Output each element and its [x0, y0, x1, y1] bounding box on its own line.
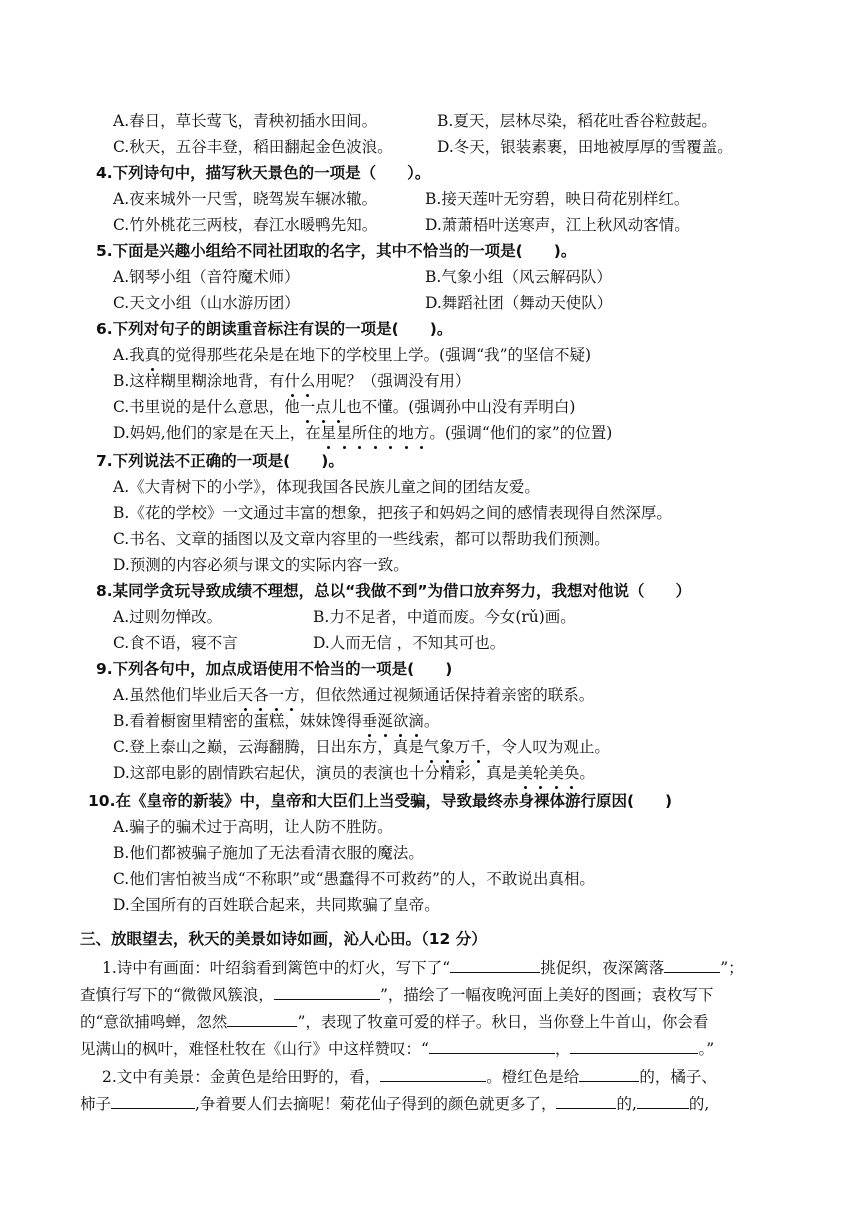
q10-option-b: B.他们都被骗子施加了无法看清衣服的魔法。	[113, 844, 424, 862]
q6-option-b	[113, 370, 470, 392]
answer-blank[interactable]	[227, 1010, 297, 1027]
p1-l3-text-a: 的“意欲捕鸣蝉，忽然	[80, 1013, 228, 1031]
emphasis-char: 真	[144, 346, 161, 364]
p2-l1-text-a: 2.文中有美景：金黄色是给田野的，看，	[102, 1068, 381, 1086]
section3-p1-line3	[80, 1010, 708, 1033]
p1-l1-text-b: 挑促织，夜深篱落	[540, 959, 665, 977]
q9-b-idiom	[362, 712, 424, 730]
emphasis-char: 什	[284, 372, 300, 390]
q8-option-a: A.过则勿惮改。	[113, 608, 223, 626]
emphasis-char: 点	[315, 398, 331, 416]
emphasis-char: 么	[299, 372, 316, 390]
answer-blank[interactable]	[664, 956, 720, 973]
section3-p1-line2	[80, 983, 713, 1006]
q10-option-a: A.骗子的骗术过于高明，让人防不胜防。	[113, 818, 393, 836]
emphasis-char: 天	[237, 686, 254, 704]
q5-option-c: C.天文小组（山水游历团）	[113, 294, 300, 312]
q4-stem: 4.下列诗句中，描写秋天景色的一项是（ ）。	[96, 164, 431, 182]
q3-option-d: D.冬天，银装素裹，田地被厚厚的雪覆盖。	[437, 138, 733, 156]
q4-option-d: D.萧萧梧叶送寒声，江上秋风动客情。	[425, 216, 690, 234]
p1-l1-text-a: 1.诗中有画面：叶绍翁看到篱笆中的灯火，写下了“	[102, 959, 451, 977]
q9-d-text-rest: 。	[579, 764, 595, 782]
q9-a-text: A.虽然他们毕业后	[113, 686, 238, 704]
emphasis-char: 象	[439, 738, 455, 756]
q4-option-a: A.夜来城外一尺雪，晓驾炭车辗冰辙。	[113, 190, 378, 208]
answer-blank[interactable]	[380, 1065, 486, 1082]
q7-option-c: C.书名、文章的插图以及文章内容里的一些线索，都可以帮助我们预测。	[113, 530, 610, 548]
q3-option-b: B.夏天，层林尽染，稻花吐香谷粒鼓起。	[437, 112, 717, 130]
answer-blank[interactable]	[570, 1037, 698, 1054]
answer-blank[interactable]	[111, 1092, 195, 1109]
emphasis-char: 住	[367, 424, 383, 442]
emphasis-char: 垂	[361, 712, 378, 730]
section3-title: 三、放眼望去，秋天的美景如诗如画，沁人心田。（12 分）	[80, 930, 487, 948]
answer-blank[interactable]	[637, 1092, 689, 1109]
answer-blank[interactable]	[274, 983, 380, 1000]
p2-l1-text-b: 。橙红色是给	[486, 1068, 580, 1086]
q6-d-text: D.妈妈,他们的家是在天上，在	[113, 424, 321, 442]
p1-l1-text-c: ”；	[720, 959, 744, 977]
emphasis-char: 轮	[532, 764, 549, 782]
answer-blank[interactable]	[450, 956, 540, 973]
q6-b-text: B.这样糊里糊涂地背，有	[113, 372, 285, 390]
p1-l4-text-b: ，	[554, 1040, 571, 1058]
emphasis-char: 一	[268, 686, 285, 704]
q9-stem: 9.下列各句中，加点成语使用不恰当的一项是( )	[96, 660, 453, 678]
emphasis-char: 各	[253, 686, 269, 704]
q8-option-b: B.力不足者，中道而废。今女(rǔ)画。	[313, 608, 576, 626]
q9-b-text-rest: 。	[423, 712, 440, 730]
section3-p1-line1	[102, 956, 744, 979]
p1-l3-text-b: ”，表现了牧童可爱的样子。秋日，当你登上牛首山，你会看	[297, 1013, 709, 1031]
p2-l2-text-b: ,争着要人们去摘呢！菊花仙子得到的颜色就更多了，	[195, 1095, 557, 1113]
q4-option-b: B.接天莲叶无穷碧，映日荷花别样红。	[425, 190, 690, 208]
q5-option-d: D.舞蹈社团（舞动天使队）	[425, 294, 613, 312]
q3-option-a: A.春日，草长莺飞，青秧初插水田间。	[113, 112, 378, 130]
section3-p1-line4	[80, 1037, 714, 1060]
q6-d-stress	[321, 424, 430, 442]
answer-blank[interactable]	[429, 1037, 555, 1054]
q9-option-a	[113, 684, 594, 706]
q9-b-text: B.看着橱窗里精密的蛋糕，妹妹馋得	[113, 712, 362, 730]
q6-b-stress	[284, 372, 315, 390]
answer-blank[interactable]	[579, 1065, 639, 1082]
emphasis-char: 地	[398, 424, 414, 442]
p1-l4-text-a: 见满山的枫叶，难怪杜牧在《山行》中这样赞叹：“	[80, 1040, 429, 1058]
emphasis-char: 星	[320, 424, 337, 442]
emphasis-char: 的	[382, 424, 399, 442]
q5-option-a: A.钢琴小组（音符魔术师）	[113, 268, 300, 286]
q9-c-idiom	[424, 738, 486, 756]
q6-option-d	[113, 422, 612, 444]
q8-option-c: C.食不语，寝不言	[113, 634, 238, 652]
p2-l2-text-c: 的,	[616, 1095, 637, 1113]
emphasis-char: 美	[548, 764, 564, 782]
p2-l1-text-c: 的，橘子、	[639, 1068, 717, 1086]
q6-c-text: C.书里说的是什么意思，他	[113, 398, 300, 416]
q9-option-b	[113, 710, 439, 732]
q9-c-text: C.登上泰山之巅，云海翻腾，日出东方，真是	[113, 738, 424, 756]
emphasis-char: 美	[517, 764, 533, 782]
answer-blank[interactable]	[556, 1092, 616, 1109]
q9-d-text: D.这部电影的剧情跌宕起伏，演员的表演也十分精彩，真是	[113, 764, 518, 782]
emphasis-char: 方	[284, 686, 300, 704]
q9-c-text-rest: ，令人叹为观止。	[485, 738, 610, 756]
q10-option-d: D.全国所有的百姓联合起来，共同欺骗了皇帝。	[113, 896, 440, 914]
emphasis-char: 星	[336, 424, 352, 442]
q10-stem: 10.在《皇帝的新装》中，皇帝和大臣们上当受骗，导致最终赤身裸体游行原因( )	[88, 792, 673, 810]
q6-a-stress	[145, 346, 161, 364]
emphasis-char: 万	[454, 738, 471, 756]
q7-option-b: B.《花的学校》一文通过丰富的想象，把孩子和妈妈之间的感情表现得自然深厚。	[113, 504, 672, 522]
q9-d-idiom	[517, 764, 579, 782]
q10-option-c: C.他们害怕被当成“不称职”或“愚蠢得不可救药”的人，不敢说出真相。	[113, 870, 595, 888]
q7-option-a: A.《大青树下的小学》，体现我国各民族儿童之间的团结友爱。	[113, 478, 540, 496]
q5-stem: 5.下面是兴趣小组给不同社团取的名字，其中不恰当的一项是( )。	[96, 242, 577, 260]
emphasis-char: 所	[351, 424, 368, 442]
emphasis-char: 滴	[408, 712, 424, 730]
q8-stem: 8.某同学贪玩导致成绩不理想，总以“我做不到”为借口放弃努力，我想对他说（ ）	[96, 582, 692, 600]
q4-option-c: C.竹外桃花三两枝，春江水暖鸭先知。	[113, 216, 378, 234]
p2-l2-text-d: 的,	[688, 1095, 710, 1113]
p2-l2-text-a: 柿子	[80, 1095, 112, 1113]
q9-a-text-rest: ，但依然通过视频通话保持着亲密的联系。	[299, 686, 595, 704]
q6-b-text-rest: 用呢？（强调没有用）	[315, 372, 471, 390]
q6-c-text-rest: 也不懂。(强调孙中山没有弄明白)	[346, 398, 576, 416]
section3-p2-line1	[102, 1065, 717, 1088]
emphasis-char: 一	[299, 398, 316, 416]
p1-l2-text-b: ”，描绘了一幅夜晚河面上美好的图画；袁枚写下	[379, 986, 714, 1004]
emphasis-char: 奂	[563, 764, 580, 782]
emphasis-char: 方	[413, 424, 430, 442]
q7-stem: 7.下列说法不正确的一项是( )。	[96, 452, 344, 470]
emphasis-char: 千	[470, 738, 486, 756]
q9-a-idiom	[238, 686, 300, 704]
q6-a-text: A.我	[113, 346, 145, 364]
emphasis-char: 欲	[392, 712, 409, 730]
q7-option-d: D.预测的内容必须与课文的实际内容一致。	[113, 556, 409, 574]
q6-stem: 6.下列对句子的朗读重音标注有误的一项是( )。	[96, 320, 453, 338]
q6-option-c	[113, 396, 575, 418]
emphasis-char: 涎	[377, 712, 393, 730]
emphasis-char: 儿	[330, 398, 347, 416]
emphasis-char: 气	[423, 738, 440, 756]
q9-option-d	[113, 762, 595, 784]
q8-option-d: D.人而无信 ，不知其可也。	[313, 634, 506, 652]
q3-option-c: C.秋天，五谷丰登，稻田翻起金色波浪。	[113, 138, 393, 156]
q6-a-text-rest: 的觉得那些花朵是在地下的学校里上学。(强调“我”的坚信不疑)	[160, 346, 592, 364]
p1-l4-text-c: 。”	[698, 1040, 715, 1058]
section3-p2-line2	[80, 1092, 709, 1115]
p1-l2-text-a: 查慎行写下的“微微风簇浪，	[80, 986, 274, 1004]
q6-c-stress	[300, 398, 347, 416]
q9-option-c	[113, 736, 610, 758]
q6-d-text-rest: 。(强调“他们的家”的位置)	[429, 424, 613, 442]
q6-option-a	[113, 344, 591, 366]
q5-option-b: B.气象小组（风云解码队）	[425, 268, 612, 286]
